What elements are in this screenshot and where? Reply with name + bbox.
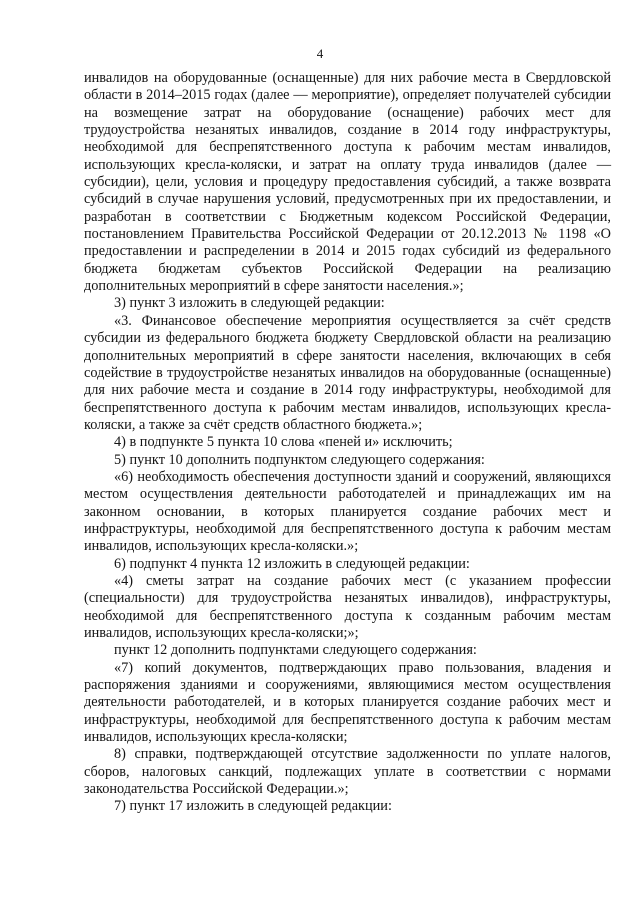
paragraph-item-4: 4) в подпункте 5 пункта 10 слова «пеней и» исключить; bbox=[114, 434, 453, 451]
paragraph-item-6-heading: 6) подпункт 4 пункта 12 изложить в следующей редакции: bbox=[114, 555, 470, 572]
paragraph-item-3-heading: 3) пункт 3 изложить в следующей редакции: bbox=[114, 295, 385, 312]
document-body bbox=[84, 70, 611, 816]
paragraph-item-12-heading: пункт 12 дополнить подпунктами следующего содержания: bbox=[114, 642, 477, 659]
paragraph-item-5-heading: 5) пункт 10 дополнить подпунктом следующего содержания: bbox=[114, 451, 485, 468]
paragraph-item-6-text: «4) сметы затрат на создание рабочих мест (с указанием профессии (специальности) для трудоустройства незанятых инвалидов), инфраструктуры, необходимой для беспрепятственного доступа к созданным рабочим местам инвалидов, использующих кресла-коляски;»; bbox=[84, 572, 611, 641]
paragraph-continuation: инвалидов на оборудованные (оснащенные) для них рабочие места в Свердловской области в 2014–2015 годах (далее — мероприятие), определяет получателей субсидии на возмещение затрат на оборудование (оснащение) рабочих мест для трудоустройства незанятых инвалидов, создание в 2014 году инфраструктуры, необходимой для беспрепятственного доступа к рабочим местам инвалидов, использующих кресла-коляски, и затрат на оплату труда инвалидов (далее — субсидии), цели, условия и процедуру предоставления субсидий, а также возврата субсидий в случае нарушения условий, предусмотренных при их предоставлении, и разработан в соответствии с Бюджетным кодексом Российской Федерации, постановлением Правительства Российской Федерации от 20.12.2013 № 1198 «О предоставлении и распределении в 2014 и 2015 годах субсидий из федерального бюджета бюджетам субъектов Российской Федерации на реализацию дополнительных мероприятий в сфере занятости населения.»; bbox=[84, 70, 611, 295]
page-number: 4 bbox=[316, 46, 324, 61]
paragraph-subitem-8: 8) справки, подтверждающей отсутствие задолженности по уплате налогов, сборов, налоговых санкций, подлежащих уплате в соответствии с нормами законодательства Российской Федерации.»; bbox=[84, 746, 611, 798]
paragraph-item-5-text: «6) необходимость обеспечения доступности зданий и сооружений, являющихся местом осуществления деятельности работодателей и принадлежащих им на законном основании, в которых планируется создание рабочих мест и инфраструктуры, необходимой для беспрепятственного доступа к рабочим местам инвалидов, использующих кресла-коляски.»; bbox=[84, 468, 611, 555]
paragraph-item-3-text: «3. Финансовое обеспечение мероприятия осуществляется за счёт средств субсидии из федерального бюджета бюджету Свердловской области на реализацию дополнительных мероприятий в сфере занятости населения, включающих в себя содействие в трудоустройстве незанятых инвалидов на оборудованные (оснащенные) для них рабочие места и создание в 2014 году инфраструктуры, необходимой для беспрепятственного доступа к рабочим местам инвалидов, использующих кресла-коляски, а также за счёт средств областного бюджета.»; bbox=[84, 312, 611, 433]
paragraph-item-7-heading: 7) пункт 17 изложить в следующей редакции: bbox=[114, 798, 392, 815]
paragraph-subitem-7: «7) копий документов, подтверждающих право пользования, владения и распоряжения зданиями и сооружениями, являющимися местом осуществления деятельности работодателей, и в которых планируется создание рабочих мест и инфраструктуры, необходимой для беспрепятственного доступа к рабочим местам инвалидов, использующих кресла-коляски; bbox=[84, 659, 611, 746]
